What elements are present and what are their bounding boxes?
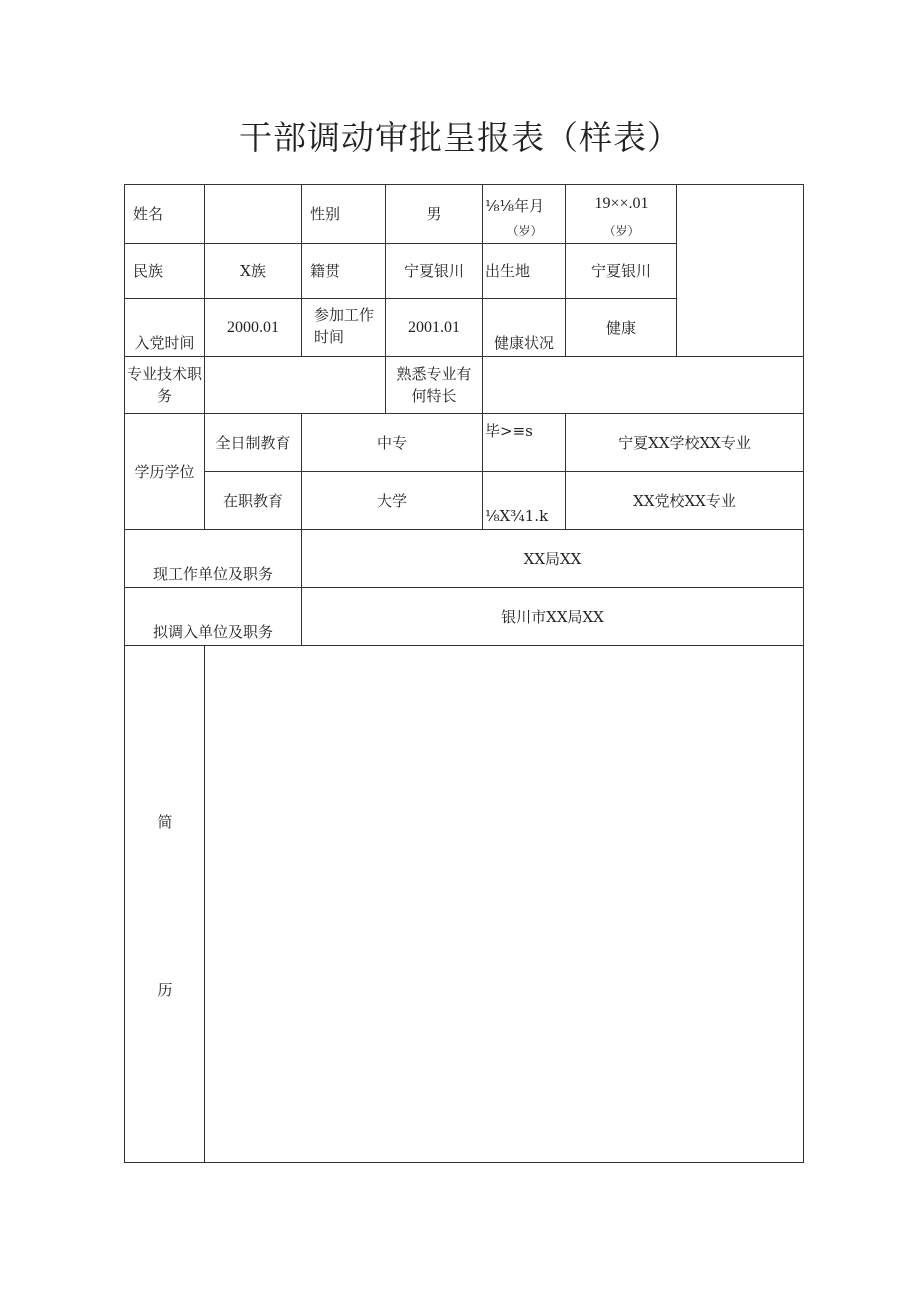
- fulltime-education-field[interactable]: 中专: [302, 414, 483, 472]
- party-join-date-label: 入党时间: [125, 299, 205, 357]
- native-place-label: 籍贯: [302, 244, 386, 299]
- resume-label-bottom: 历: [157, 981, 173, 999]
- proposed-position-field[interactable]: 银川市XX局XX: [302, 588, 803, 646]
- specialty-field[interactable]: [483, 357, 803, 414]
- health-field[interactable]: 健康: [566, 299, 677, 357]
- fulltime-education-label: 全日制教育: [205, 414, 302, 472]
- gender-field[interactable]: 男: [386, 185, 483, 244]
- professional-title-label: 专业技术职务: [125, 357, 205, 414]
- birth-date-value: 19××.01: [594, 195, 649, 212]
- birthplace-label: 出生地: [483, 244, 566, 299]
- ethnicity-label: 民族: [125, 244, 205, 299]
- professional-title-field[interactable]: [205, 357, 386, 414]
- name-label: 姓名: [125, 185, 205, 244]
- resume-field[interactable]: [205, 646, 803, 1162]
- health-label: 健康状况: [483, 299, 566, 357]
- current-position-label: 现工作单位及职务: [125, 530, 302, 588]
- birthplace-field[interactable]: 宁夏银川: [566, 244, 677, 299]
- birth-date-label-sub: （岁）: [506, 224, 543, 238]
- resume-label-top: 简: [157, 813, 173, 831]
- name-field[interactable]: [205, 185, 302, 244]
- fulltime-school-label: 毕>≡s: [483, 414, 566, 472]
- education-label: 学历学位: [125, 414, 205, 530]
- inservice-school-field[interactable]: XX党校XX专业: [566, 472, 803, 530]
- proposed-position-label: 拟调入单位及职务: [125, 588, 302, 646]
- birth-date-label: [483, 185, 566, 244]
- inservice-school-label: ⅛X¾1.k: [483, 472, 566, 530]
- birth-date-field[interactable]: [566, 185, 677, 244]
- gender-label: 性别: [302, 185, 386, 244]
- approval-form: [124, 184, 804, 1163]
- current-position-field[interactable]: XX局XX: [302, 530, 803, 588]
- inservice-education-label: 在职教育: [205, 472, 302, 530]
- work-start-date-field[interactable]: 2001.01: [386, 299, 483, 357]
- birth-date-value-sub: （岁）: [603, 224, 640, 238]
- form-title: 干部调动审批呈报表（样表）: [239, 118, 681, 157]
- work-start-date-label: 参加工作时间: [302, 299, 386, 357]
- fulltime-school-field[interactable]: 宁夏XX学校XX专业: [566, 414, 803, 472]
- birth-date-label-text: ⅛⅛年月: [485, 197, 545, 215]
- native-place-field[interactable]: 宁夏银川: [386, 244, 483, 299]
- party-join-date-field[interactable]: 2000.01: [205, 299, 302, 357]
- inservice-education-field[interactable]: 大学: [302, 472, 483, 530]
- ethnicity-field[interactable]: X族: [205, 244, 302, 299]
- photo-area: [677, 185, 803, 357]
- specialty-label: 熟悉专业有何特长: [386, 357, 483, 414]
- resume-label: [125, 646, 205, 1162]
